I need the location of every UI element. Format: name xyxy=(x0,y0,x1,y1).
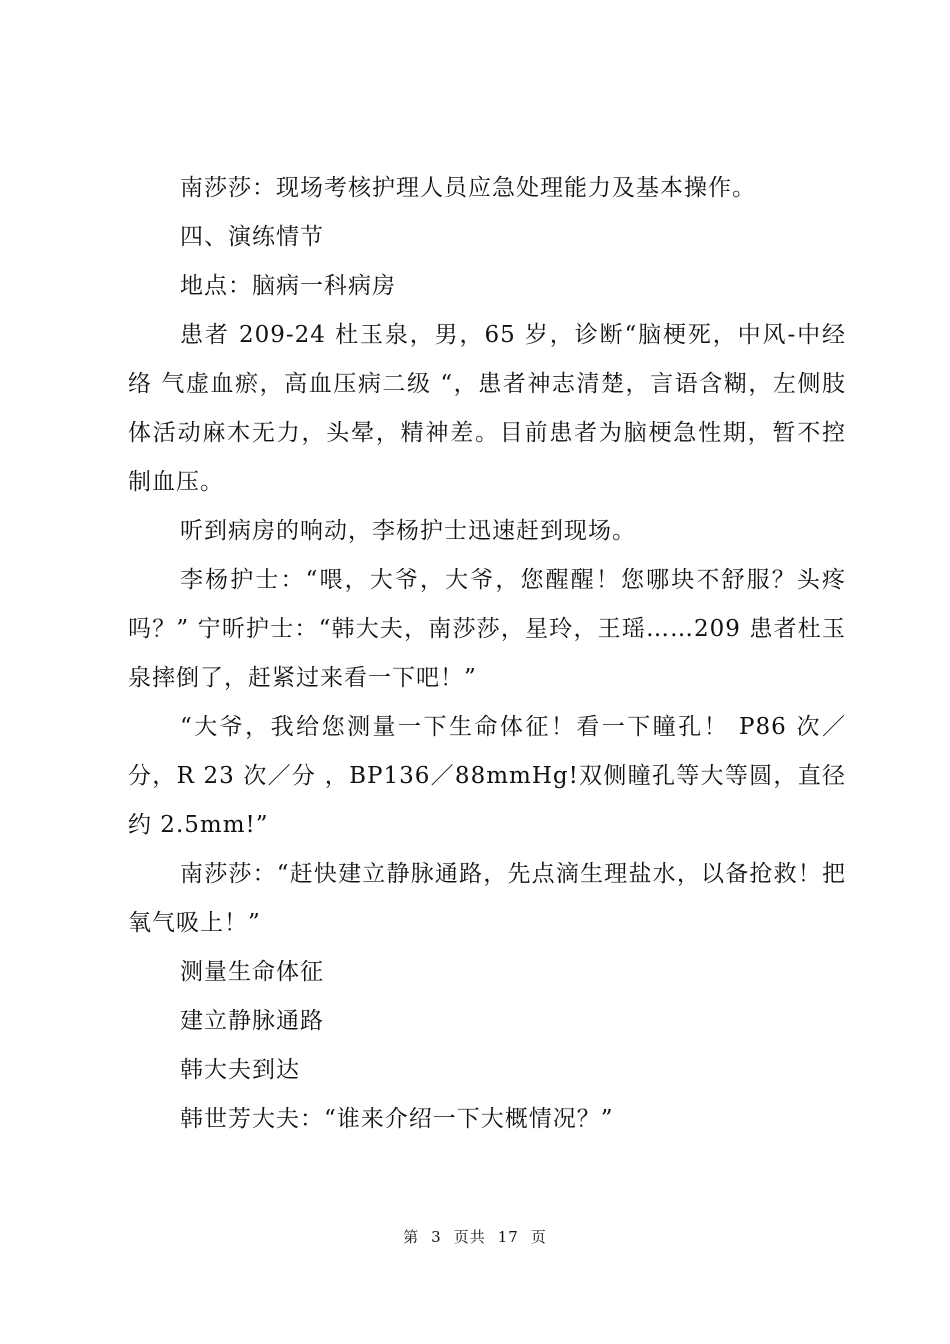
paragraph-step-doctor-arrives: 韩大夫到达 xyxy=(180,1057,300,1083)
footer-total-pages: 17 xyxy=(497,1228,519,1246)
paragraph-step-iv: 建立静脉通路 xyxy=(180,1008,324,1034)
paragraph-patient-info: 患者 209-24 杜玉泉，男，65 岁，诊断“脑梗死，中风-中经络 气虚血瘀，高血压病二级 “，患者神志清楚，言语含糊，左侧肢体活动麻木无力，头晕，精神差。目前患者为脑梗急性期，暂不控制血压。 xyxy=(128,322,846,495)
paragraph-step-measure: 测量生命体征 xyxy=(180,959,324,985)
page-footer xyxy=(0,1226,950,1247)
paragraph-iv-oxygen: 南莎莎：“赶快建立静脉通路，先点滴生理盐水，以备抢救！把氧气吸上！” xyxy=(128,861,846,936)
section-heading-drill-plot: 四、演练情节 xyxy=(180,224,324,250)
footer-prefix: 第 xyxy=(403,1228,420,1246)
footer-current-page: 3 xyxy=(431,1228,442,1246)
paragraph-location: 地点：脑病一科病房 xyxy=(180,273,396,299)
paragraph-assessment: 南莎莎：现场考核护理人员应急处理能力及基本操作。 xyxy=(180,175,756,201)
paragraph-vital-signs: “大爷，我给您测量一下生命体征！看一下瞳孔！ P86 次／分，R 23 次／分 ，BP136／88mmHg!双侧瞳孔等大等圆，直径约 2.5mm!” xyxy=(128,714,846,838)
footer-suffix: 页 xyxy=(530,1228,547,1246)
paragraph-doctor-question: 韩世芳大夫：“谁来介绍一下大概情况？” xyxy=(180,1106,614,1132)
paragraph-nurse-arrives: 听到病房的响动，李杨护士迅速赶到现场。 xyxy=(180,518,636,544)
paragraph-nurse-dialogue: 李杨护士：“喂，大爷，大爷，您醒醒！您哪块不舒服？头疼吗？” 宁昕护士：“韩大夫，南莎莎，星玲，王瑶……209 患者杜玉泉摔倒了，赶紧过来看一下吧！” xyxy=(128,567,846,691)
footer-middle: 页共 xyxy=(453,1228,486,1246)
body-text xyxy=(128,164,846,1144)
